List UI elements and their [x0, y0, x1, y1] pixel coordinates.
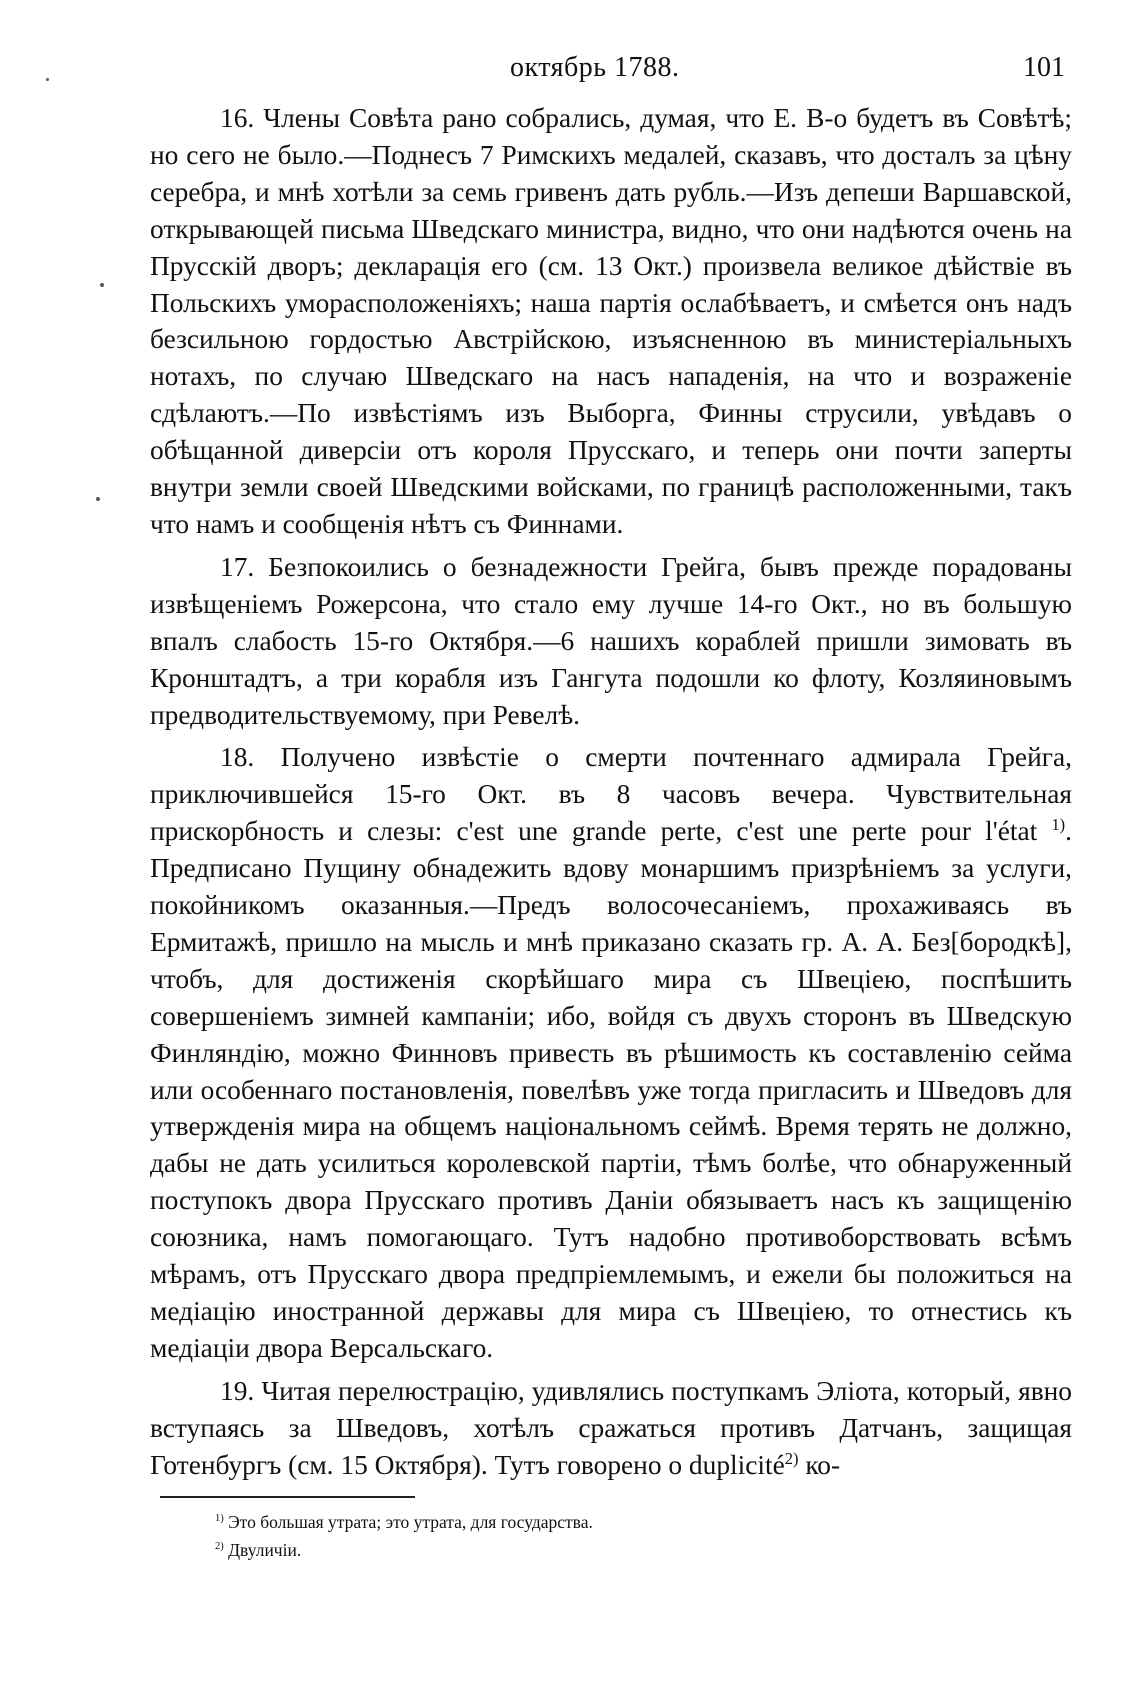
paragraph-19-text-a: 19. Читая перелюстрацію, удивлялись поступкамъ Эліота, который, явно вступаясь за Шведовъ, хотѣлъ сражаться противъ Датчанъ, защищая Готенбургъ (см. 15 Октября). Тутъ говорено о duplicité — [150, 1375, 1072, 1480]
paragraph-18-text-b: . Предписано Пущину обнадежить вдову монаршимъ призрѣніемъ за услуги, покойникомъ оказанныя.—Предъ волосочесаніемъ, прохаживаясь въ Ермитажѣ, пришло на мысль и мнѣ приказано сказать гр. А. А. Без[бородкѣ], чтобъ, для достиженія скорѣйшаго мира съ Швеціею, поспѣшить совершеніемъ зимней кампаніи; ибо, войдя съ двухъ сторонъ въ Шведскую Финляндію, можно Финновъ привесть въ рѣшимость къ составленію сейма или особеннаго постановленія, повелѣвъ уже тогда пригласить и Шведовъ для утвержденія мира на общемъ національномъ сеймѣ. Время терять не должно, дабы не дать усилиться королевской партіи, тѣмъ болѣе, что обнаруженный поступокъ двора Прусскаго противъ Даніи обязываетъ насъ къ защищенію союзника, намъ помогающаго. Тутъ надобно противоборствовать всѣмъ мѣрамъ, отъ Прусскаго двора предпріемлемымъ, и ежели бы положиться на медіацію иностранной державы для мира съ Швеціею, то отнестись къ медіаціи двора Версальскаго. — [150, 816, 1072, 1363]
scan-speck — [96, 497, 100, 501]
paragraph-18 — [150, 739, 1072, 1366]
paragraph-16: 16. Члены Совѣта рано собрались, думая, что Е. В-о будетъ въ Совѣтѣ; но сего не было.—Поднесъ 7 Римскихъ медалей, сказавъ, что досталъ за цѣну серебра, и мнѣ хотѣли за семь гривенъ дать рубль.—Изъ депеши Варшавской, открывающей письма Шведскаго министра, видно, что они надѣются очень на Прусскій дворъ; декларація его (см. 13 Окт.) произвела великое дѣйствіе въ Польскихъ уморасположеніяхъ; наша партія ослабѣваетъ, и смѣется онъ надъ безсильною гордостью Австрійскою, изъясненною въ министеріальныхъ нотахъ, по случаю Шведскаго на насъ нападенія, на что и возраженіе сдѣлаютъ.—По извѣстіямъ изъ Выборга, Финны струсили, увѣдавъ о обѣщанной диверсіи отъ короля Прусскаго, и теперь они почти заперты внутри земли своей Шведскими войсками, по границѣ расположенными, такъ что намъ и сообщенія нѣтъ съ Финнами. — [150, 103, 1072, 539]
paragraph-17: 17. Безпокоились о безнадежности Грейга, бывъ прежде порадованы извѣщеніемъ Рожерсона, что стало ему лучше 14-го Окт., но въ большую впалъ слабость 15-го Октября.—6 нашихъ кораблей пришли зимовать въ Кронштадтъ, а три корабля изъ Гангута подошли ко флоту, Козляиновымъ предводительствуемому, при Ревелѣ. — [150, 551, 1072, 730]
footnote-1-text: Это большая утрата; это утрата, для государства. — [228, 1512, 593, 1532]
scan-speck — [46, 78, 49, 81]
page-body — [150, 100, 1072, 1490]
footnote-ref-1: 1) — [1051, 815, 1066, 835]
running-head: октябрь 1788. — [510, 52, 680, 83]
paragraph-19-text-b: ко- — [798, 1449, 841, 1480]
footnote-separator — [160, 1496, 415, 1498]
footnote-1 — [215, 1508, 1015, 1536]
scan-speck — [100, 283, 104, 287]
footnote-ref-2: 2) — [784, 1448, 799, 1468]
page-number: 101 — [1023, 52, 1065, 83]
footnote-1-marker: 1) — [215, 1513, 224, 1525]
footnote-2-marker: 2) — [215, 1541, 224, 1553]
page-header — [155, 52, 1065, 92]
paragraph-19 — [150, 1373, 1072, 1484]
footnotes — [215, 1508, 1015, 1564]
paragraph-18-text-a: 18. Получено извѣстіе о смерти почтеннаго адмирала Грейга, приключившейся 15-го Окт. въ 8 часовъ вечера. Чувствительная прискорбность и слезы: c'est une grande perte, c'est une perte pour l'état — [150, 742, 1072, 847]
footnote-2-text: Двуличіи. — [228, 1540, 302, 1560]
footnote-2 — [215, 1536, 1015, 1564]
